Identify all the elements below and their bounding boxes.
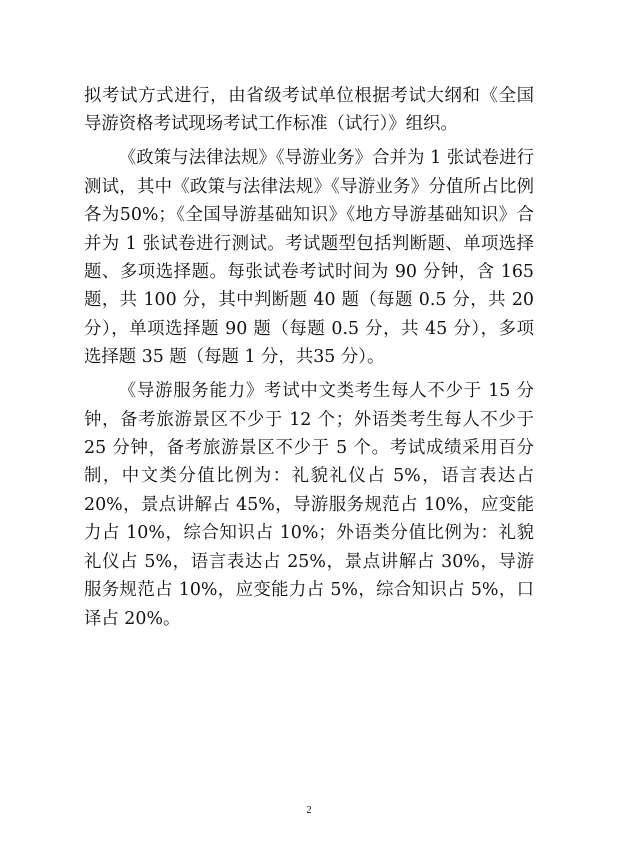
page-number: 2 (306, 805, 312, 816)
paragraph-exam-papers: 《政策与法律法规》《导游业务》合并为 1 张试卷进行测试，其中《政策与法律法规》《导游业务》分值所占比例各为50%；《全国导游基础知识》《地方导游基础知识》合并为 1 张试卷进行测试。考试题型包括判断题、单项选择题、多项选择题。每张试卷考试时间为 90 分钟，含 165 题，共 100 分，其中判断题 40 题（每题 0.5 分，共 20 分），单项选择题 90 题（每题 0.5 分，共 45 分），多项选择题 35 题（每题 1 分，共35 分）。 (84, 148, 534, 368)
paragraph-continuation: 拟考试方式进行，由省级考试单位根据考试大纲和《全国导游资格考试现场考试工作标准（试行）》组织。 (84, 86, 534, 135)
document-body (84, 82, 534, 633)
paragraph-service-ability: 《导游服务能力》考试中文类考生每人不少于 15 分钟，备考旅游景区不少于 12 个；外语类考生每人不少于 25 分钟，备考旅游景区不少于 5 个。考试成绩采用百分制，中文类分值比例为：礼貌礼仪占 5%，语言表达占 20%，景点讲解占 45%，导游服务规范占 10%，应变能力占 10%，综合知识占 10%；外语类分值比例为：礼貌礼仪占 5%，语言表达占 25%，景点讲解占 30%，导游服务规范占 10%，应变能力占 5%，综合知识占 5%，口译占 20%。 (84, 381, 534, 629)
